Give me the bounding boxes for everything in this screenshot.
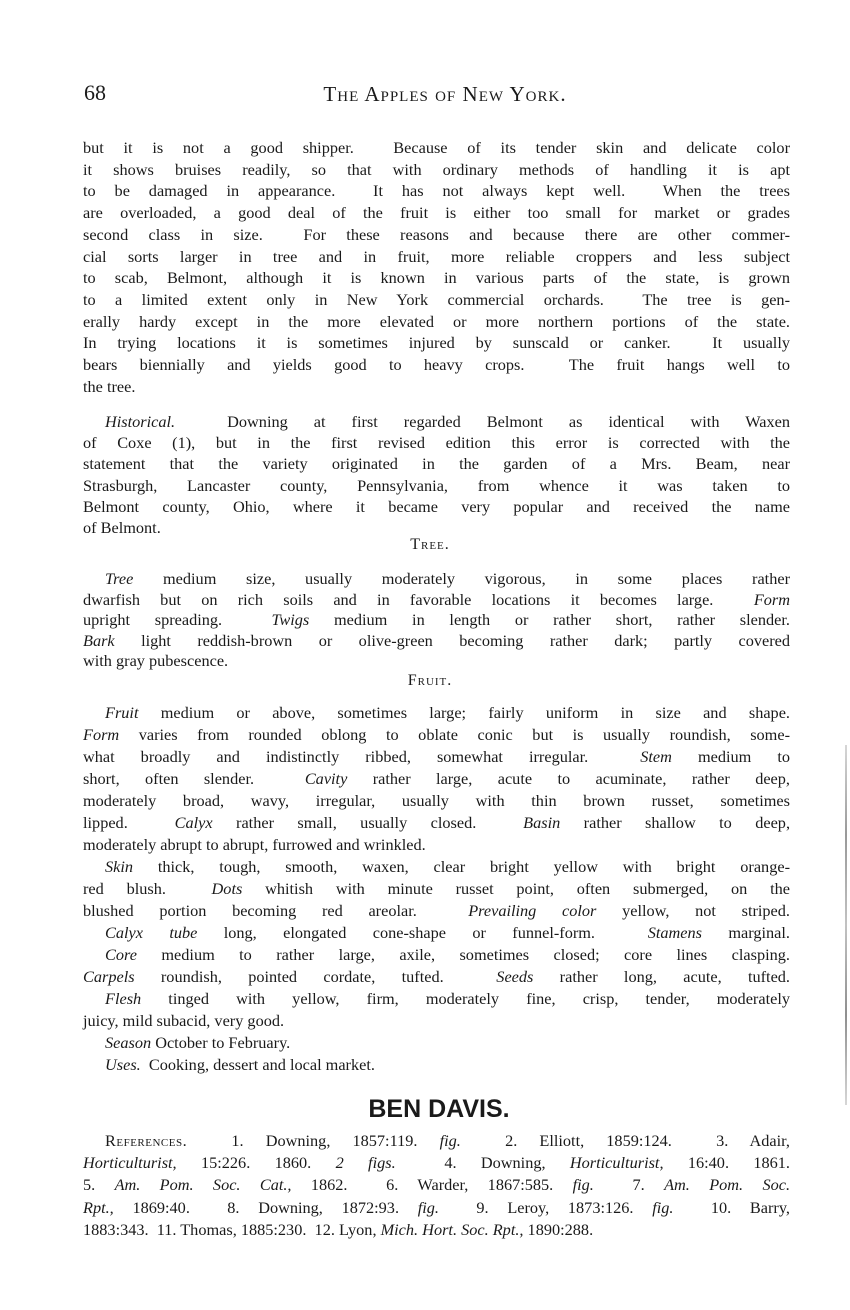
text-line: [83, 159, 790, 181]
fruit-description: [83, 702, 790, 1076]
italic-term: Fruit: [105, 703, 139, 722]
running-title: The Apples of New York.: [323, 82, 567, 106]
text-run: 15:226. 1860.: [176, 1153, 336, 1173]
text-run: 1862. 6. Warder, 1867:585.: [291, 1175, 573, 1195]
text-run: second class in size. For these reasons and because there are other commer-: [83, 224, 790, 244]
text-run: 5.: [83, 1175, 115, 1195]
text-run: Cooking, dessert and local market.: [140, 1055, 375, 1074]
text-line: [83, 180, 790, 202]
text-run: 1883:343. 11. Thomas, 1885:230. 12. Lyon,: [83, 1219, 381, 1239]
text-line: [83, 354, 790, 376]
text-run: roundish, pointed cordate, tufted.: [134, 967, 497, 986]
text-run: but it is not a good shipper. Because of its tender skin and delicate color: [83, 138, 790, 157]
text-line: [83, 332, 790, 354]
text-run: what broadly and indistinctly ribbed, somewhat irregular.: [83, 747, 641, 766]
text-run: to scab, Belmont, although it is known in various parts of the state, is grown: [83, 268, 790, 288]
text-line: [83, 878, 790, 900]
text-line: [83, 1197, 790, 1219]
italic-term: Skin: [105, 857, 134, 876]
text-line: [83, 311, 790, 333]
italic-term: Carpels: [83, 967, 135, 986]
text-run: tinged with yellow, firm, moderately fine, crisp, tender, moderately: [141, 989, 790, 1008]
text-run: 1869:40. 8. Downing, 1872:93.: [113, 1197, 418, 1217]
text-run: long, elongated cone-shape or funnel-form.: [197, 923, 648, 942]
text-line: [83, 475, 790, 496]
text-run: upright spreading.: [83, 610, 272, 629]
text-run: medium size, usually moderately vigorous, in some places rather: [133, 569, 790, 588]
italic-term: Horticulturist,: [83, 1153, 177, 1173]
text-run: red blush.: [83, 879, 212, 898]
text-run: 10. Barry,: [673, 1197, 790, 1217]
text-line: [83, 246, 790, 268]
italic-term: Calyx: [174, 813, 213, 832]
intro-paragraph: [83, 137, 790, 397]
italic-term: fig.: [439, 1131, 461, 1150]
italic-term: Am. Pom. Soc.: [664, 1175, 791, 1195]
italic-term: fig.: [652, 1197, 674, 1217]
italic-term: Historical.: [105, 412, 176, 431]
scan-edge-mark: [845, 745, 847, 1105]
text-run: 7.: [593, 1175, 665, 1195]
text-line: [83, 1219, 790, 1241]
text-run: thick, tough, smooth, waxen, clear bright yellow with bright orange-: [133, 857, 790, 876]
text-line: [83, 746, 790, 768]
text-run: 9. Leroy, 1873:126.: [439, 1197, 653, 1217]
italic-term: Season: [105, 1033, 152, 1052]
text-line: [83, 610, 790, 631]
text-run: bears biennially and yields good to heavy crops. The fruit hangs well to: [83, 355, 790, 375]
text-line: [83, 224, 790, 246]
text-run: of Coxe (1), but in the first revised edition this error is corrected with the: [83, 433, 790, 453]
text-line: [83, 922, 790, 944]
text-line: [83, 376, 790, 398]
text-line: [83, 812, 790, 834]
text-line: [83, 453, 790, 474]
text-run: rather long, acute, tufted.: [533, 967, 791, 986]
italic-term: Calyx tube: [105, 923, 198, 942]
text-run: short, often slender.: [83, 769, 305, 788]
page-number: 68: [84, 80, 106, 105]
text-run: yellow, not striped.: [596, 901, 790, 920]
text-run: 1890:288.: [523, 1219, 594, 1239]
tree-heading: Tree.: [410, 536, 450, 553]
text-run: rather small, usually closed.: [212, 813, 524, 832]
text-line: [83, 267, 790, 289]
text-line: [83, 202, 790, 224]
italic-term: Form: [83, 725, 120, 744]
italic-term: Form: [753, 589, 790, 609]
italic-term: fig.: [417, 1197, 439, 1217]
text-run: varies from rounded oblong to oblate conic but is usually roundish, some-: [119, 725, 790, 744]
text-run: medium to: [671, 747, 790, 766]
text-line: [83, 1130, 790, 1152]
italic-term: Basin: [523, 813, 561, 832]
text-run: medium to rather large, axile, sometimes closed; core lines clasping.: [136, 945, 790, 964]
italic-term: Twigs: [271, 610, 310, 629]
text-line: [83, 289, 790, 311]
text-line: [83, 432, 790, 453]
text-run: cial sorts larger in tree and in fruit, more reliable croppers and less subject: [83, 246, 790, 266]
text-run: with gray pubescence.: [83, 651, 229, 670]
italic-term: Seeds: [496, 967, 534, 986]
text-run: statement that the variety originated in the garden of a Mrs. Beam, near: [83, 454, 790, 474]
italic-term: Dots: [211, 879, 243, 898]
text-run: 16:40. 1861.: [663, 1153, 790, 1173]
italic-term: 2 figs.: [335, 1153, 396, 1173]
small-caps-label: References.: [105, 1131, 188, 1150]
text-line: [83, 1010, 790, 1032]
text-line: [83, 1032, 790, 1054]
text-run: dwarfish but on rich soils and in favorable locations it becomes large.: [83, 589, 754, 609]
italic-term: Rpt.,: [83, 1197, 114, 1217]
italic-term: Flesh: [105, 989, 142, 1008]
text-line: [83, 651, 790, 672]
text-line: [83, 856, 790, 878]
italic-term: Horticulturist,: [569, 1153, 664, 1173]
text-run: are overloaded, a good deal of the fruit is either too small for market or grades: [83, 203, 790, 223]
text-line: [83, 1152, 790, 1174]
italic-term: Tree: [105, 569, 134, 588]
text-run: to a limited extent only in New York commercial orchards. The tree is gen-: [83, 289, 790, 309]
text-run: lipped.: [83, 813, 175, 832]
text-line: [83, 790, 790, 812]
text-line: [83, 411, 790, 432]
text-run: Belmont county, Ohio, where it became very popular and received the name: [83, 496, 790, 516]
text-line: [83, 966, 790, 988]
historical-paragraph: [83, 411, 790, 538]
text-run: rather shallow to deep,: [560, 813, 791, 832]
tree-description: [83, 569, 790, 672]
text-run: moderately abrupt to abrupt, furrowed and wrinkled.: [83, 835, 426, 854]
italic-term: fig.: [572, 1175, 594, 1195]
text-run: rather large, acute to acuminate, rather deep,: [347, 769, 790, 788]
text-run: light reddish-brown or olive-green becoming rather dark; partly covered: [114, 630, 790, 650]
text-run: October to February.: [151, 1033, 291, 1052]
text-run: Downing at first regarded Belmont as identical with Waxen: [175, 412, 790, 431]
text-run: blushed portion becoming red areolar.: [83, 901, 469, 920]
italic-term: Prevailing color: [468, 901, 597, 920]
text-run: moderately broad, wavy, irregular, usually with thin brown russet, sometimes: [83, 791, 790, 810]
text-run: it shows bruises readily, so that with ordinary methods of handling it is apt: [83, 159, 790, 179]
text-run: medium in length or rather short, rather slender.: [309, 610, 790, 629]
text-run: 4. Downing,: [395, 1153, 570, 1173]
text-run: of Belmont.: [83, 518, 161, 538]
text-run: 1. Downing, 1857:119.: [187, 1131, 440, 1150]
text-run: marginal.: [702, 923, 791, 942]
text-line: [83, 944, 790, 966]
italic-term: Cavity: [304, 769, 348, 788]
text-line: [83, 496, 790, 517]
text-run: to be damaged in appearance. It has not always kept well. When the trees: [83, 181, 790, 201]
italic-term: Mich. Hort. Soc. Rpt.,: [380, 1219, 524, 1239]
text-line: [83, 900, 790, 922]
references-paragraph: [83, 1130, 790, 1241]
text-run: In trying locations it is sometimes injured by sunscald or canker. It usually: [83, 333, 790, 353]
italic-term: Uses.: [105, 1055, 141, 1074]
text-line: [83, 1054, 790, 1076]
text-run: whitish with minute russet point, often submerged, on the: [242, 879, 790, 898]
text-run: the tree.: [83, 376, 136, 396]
text-run: erally hardy except in the more elevated or more northern portions of the state.: [83, 311, 790, 331]
text-line: [83, 834, 790, 856]
fruit-heading: Fruit.: [407, 672, 453, 689]
text-line: [83, 137, 790, 159]
text-line: [83, 768, 790, 790]
italic-term: Stem: [640, 747, 672, 766]
text-run: 2. Elliott, 1859:124. 3. Adair,: [460, 1131, 790, 1150]
italic-term: Am. Pom. Soc. Cat.,: [114, 1175, 292, 1195]
text-run: Strasburgh, Lancaster county, Pennsylvania, from whence it was taken to: [83, 475, 790, 495]
variety-title: BEN DAVIS.: [368, 1095, 510, 1123]
text-run: medium or above, sometimes large; fairly uniform in size and shape.: [138, 703, 790, 722]
text-line: [83, 1174, 790, 1196]
text-line: [83, 724, 790, 746]
text-line: [83, 702, 790, 724]
text-line: [83, 988, 790, 1010]
text-run: juicy, mild subacid, very good.: [83, 1011, 285, 1030]
italic-term: Core: [105, 945, 137, 964]
text-line: [83, 590, 790, 611]
italic-term: Bark: [83, 630, 115, 650]
text-line: [83, 569, 790, 590]
italic-term: Stamens: [647, 923, 702, 942]
text-line: [83, 631, 790, 652]
